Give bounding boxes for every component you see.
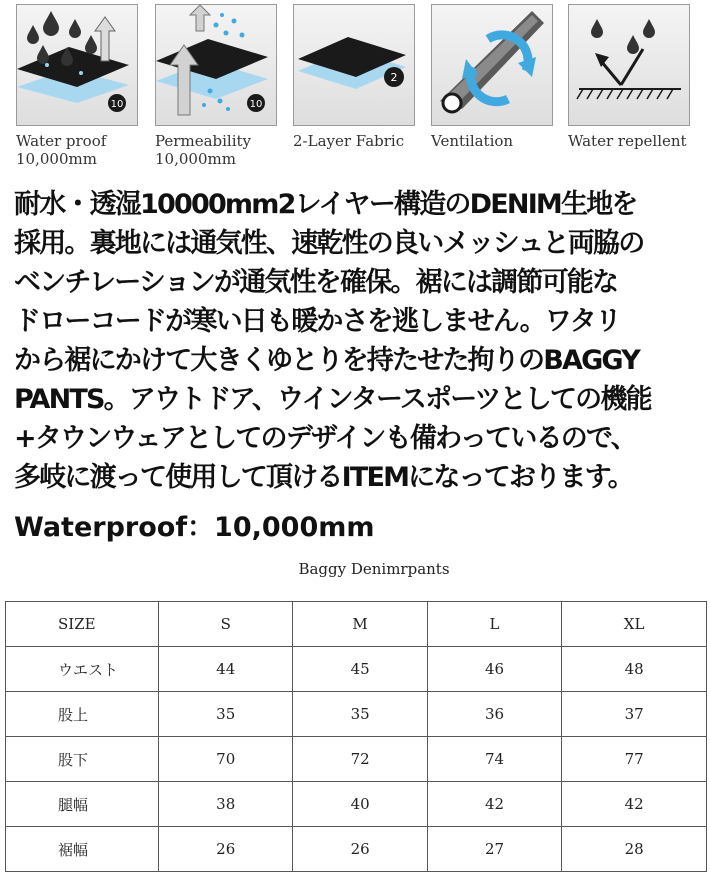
size-table-header xyxy=(6,602,707,647)
table-cell: 74 xyxy=(427,737,561,782)
two-layer-fabric-title: 2-Layer Fabric xyxy=(293,132,405,150)
row-label: ウエスト xyxy=(6,647,159,692)
table-cell: 72 xyxy=(293,737,427,782)
table-cell: 26 xyxy=(159,827,293,872)
two-layer-fabric-icon xyxy=(293,4,415,126)
water-repellent-icon xyxy=(568,4,690,126)
feature-two-layer-fabric xyxy=(293,4,417,150)
table-cell: 45 xyxy=(293,647,427,692)
description-line: PANTS。アウトドア、ウインタースポーツとしての機能 xyxy=(14,384,651,415)
row-label: 裾幅 xyxy=(6,827,159,872)
waterproof-spec: Waterproof：10,000mm xyxy=(14,512,375,543)
description-line: 多岐に渡って使用して頂けるITEMになっております。 xyxy=(14,462,633,493)
feature-permeability xyxy=(155,4,279,168)
description-line: 採用。裏地には通気性、速乾性の良いメッシュと両脇の xyxy=(14,228,644,259)
table-row xyxy=(6,692,707,737)
table-cell: 36 xyxy=(427,692,561,737)
description-line: ベンチレーションが通気性を確保。裾には調節可能な xyxy=(14,267,618,298)
product-description xyxy=(14,185,708,497)
description-line: ドローコードが寒い日も暖かさを逃しません。ワタリ xyxy=(14,306,621,337)
table-row xyxy=(6,827,707,872)
table-cell: 27 xyxy=(427,827,561,872)
size-header-cell: S xyxy=(159,602,293,647)
ventilation-title: Ventilation xyxy=(431,132,514,150)
permeability-icon xyxy=(155,4,277,126)
table-cell: 38 xyxy=(159,782,293,827)
size-header-cell: XL xyxy=(562,602,707,647)
two-layer-badge: 2 xyxy=(390,71,398,84)
table-cell: 48 xyxy=(562,647,707,692)
table-cell: 77 xyxy=(562,737,707,782)
permeability-title: Permeability xyxy=(155,132,252,150)
table-cell: 37 xyxy=(562,692,707,737)
permeability-badge: 10 xyxy=(249,99,263,110)
water-proof-icon xyxy=(16,4,138,126)
description-line: +タウンウェアとしてのデザインも備わっているので、 xyxy=(14,423,636,454)
table-cell: 26 xyxy=(293,827,427,872)
table-row xyxy=(6,737,707,782)
table-cell: 70 xyxy=(159,737,293,782)
water-proof-value: 10,000mm xyxy=(16,150,97,168)
row-label: 股上 xyxy=(6,692,159,737)
size-header-label: SIZE xyxy=(6,602,159,647)
feature-water-repellent xyxy=(568,4,692,150)
feature-ventilation xyxy=(431,4,555,150)
row-label: 腿幅 xyxy=(6,782,159,827)
feature-water-proof xyxy=(16,4,140,168)
water-proof-title: Water proof xyxy=(16,132,107,150)
table-cell: 35 xyxy=(159,692,293,737)
water-proof-badge: 10 xyxy=(110,99,124,110)
description-line: 耐水・透湿10000mm2レイヤー構造のDENIM生地を xyxy=(14,189,637,220)
table-cell: 40 xyxy=(293,782,427,827)
table-cell: 42 xyxy=(562,782,707,827)
table-row xyxy=(6,782,707,827)
size-table xyxy=(5,601,707,872)
permeability-value: 10,000mm xyxy=(155,150,236,168)
size-header-cell: M xyxy=(293,602,427,647)
table-cell: 35 xyxy=(293,692,427,737)
size-table-title: Baggy Denimrpants xyxy=(298,560,450,578)
table-cell: 28 xyxy=(562,827,707,872)
table-cell: 44 xyxy=(159,647,293,692)
row-label: 股下 xyxy=(6,737,159,782)
size-header-cell: L xyxy=(427,602,561,647)
water-repellent-title: Water repellent xyxy=(568,132,687,150)
feature-icons-row xyxy=(0,0,710,180)
table-row xyxy=(6,647,707,692)
table-cell: 46 xyxy=(427,647,561,692)
ventilation-icon xyxy=(431,4,553,126)
description-line: から裾にかけて大きくゆとりを持たせた拘りのBAGGY xyxy=(14,345,639,376)
table-cell: 42 xyxy=(427,782,561,827)
